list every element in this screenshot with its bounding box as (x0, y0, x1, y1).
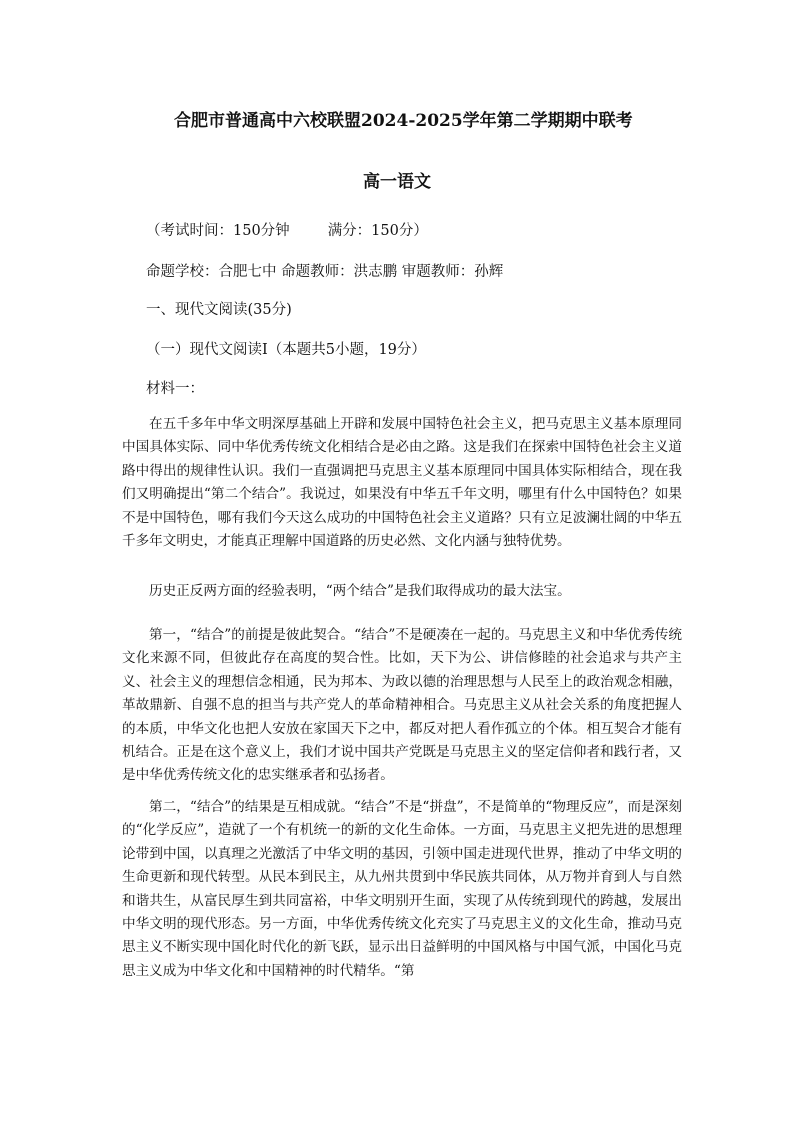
paragraph: 第一，“结合”的前提是彼此契合。“结合”不是硬凑在一起的。马克思主义和中华优秀传统文化来源不同，但彼此存在高度的契合性。比如，天下为公、讲信修睦的社会追求与共产主义、社会主义的理想信念相通，民为邦本、为政以德的治理思想与人民至上的政治观念相融，革故鼎新、自强不息的担当与共产党人的革命精神相合。马克思主义从社会关系的角度把握人的本质，中华文化也把人安放在家国天下之中，都反对把人看作孤立的个体。相互契合才能有机结合。正是在这个意义上，我们才说中国共产党既是马克思主义的坚定信仰者和践行者，又是中华优秀传统文化的忠实继承者和弘扬者。 (122, 627, 682, 784)
exam-subject: 高一语文 (363, 172, 431, 192)
exam-authors: 命题学校：合肥七中 命题教师：洪志鹏 审题教师：孙辉 (146, 264, 504, 280)
exam-full-score: 满分：150分） (327, 223, 428, 239)
paragraph: 历史正反两方面的经验表明，“两个结合”是我们取得成功的最大法宝。 (149, 583, 571, 599)
exam-time-info (146, 219, 428, 240)
paragraph: 第二，“结合”的结果是互相成就。“结合”不是“拼盘”，不是简单的“物理反应”，而是深刻的“化学反应”，造就了一个有机统一的新的文化生命体。一方面，马克思主义把先进的思想理论带到中国，以真理之光激活了中华文明的基因，引领中国走进现代世界，推动了中华文明的生命更新和现代转型。从民本到民主，从九州共贯到中华民族共同体，从万物并育到人与自然和谐共生，从富民厚生到共同富裕，中华文明别开生面，实现了从传统到现代的跨越，发展出中华文明的现代形态。另一方面，中华优秀传统文化充实了马克思主义的文化生命，推动马克思主义不断实现中国化时代化的新飞跃，显示出日益鲜明的中国风格与中国气派，中国化马克思主义成为中华文化和中国精神的时代精华。“第 (122, 799, 682, 979)
exam-duration: （考试时间：150分钟 (146, 223, 290, 239)
material-label: 材料一： (146, 381, 204, 397)
exam-title: 合肥市普通高中六校联盟2024-2025学年第二学期期中联考 (174, 111, 633, 131)
paragraph: 在五千多年中华文明深厚基础上开辟和发展中国特色社会主义，把马克思主义基本原理同中国具体实际、同中华优秀传统文化相结合是必由之路。这是我们在探索中国特色社会主义道路中得出的规律性认识。我们一直强调把马克思主义基本原理同中国具体实际相结合，现在我们又明确提出“第二个结合”。我说过，如果没有中华五千年文明，哪里有什么中国特色？如果不是中国特色，哪有我们今天这么成功的中国特色社会主义道路？只有立足波澜壮阔的中华五千多年文明史，才能真正理解中国道路的历史必然、文化内涵与独特优势。 (122, 416, 682, 550)
subsection-heading: （一）现代文阅读Ⅰ（本题共5小题，19分） (146, 342, 426, 358)
section-heading: 一、现代文阅读(35分) (146, 302, 292, 318)
